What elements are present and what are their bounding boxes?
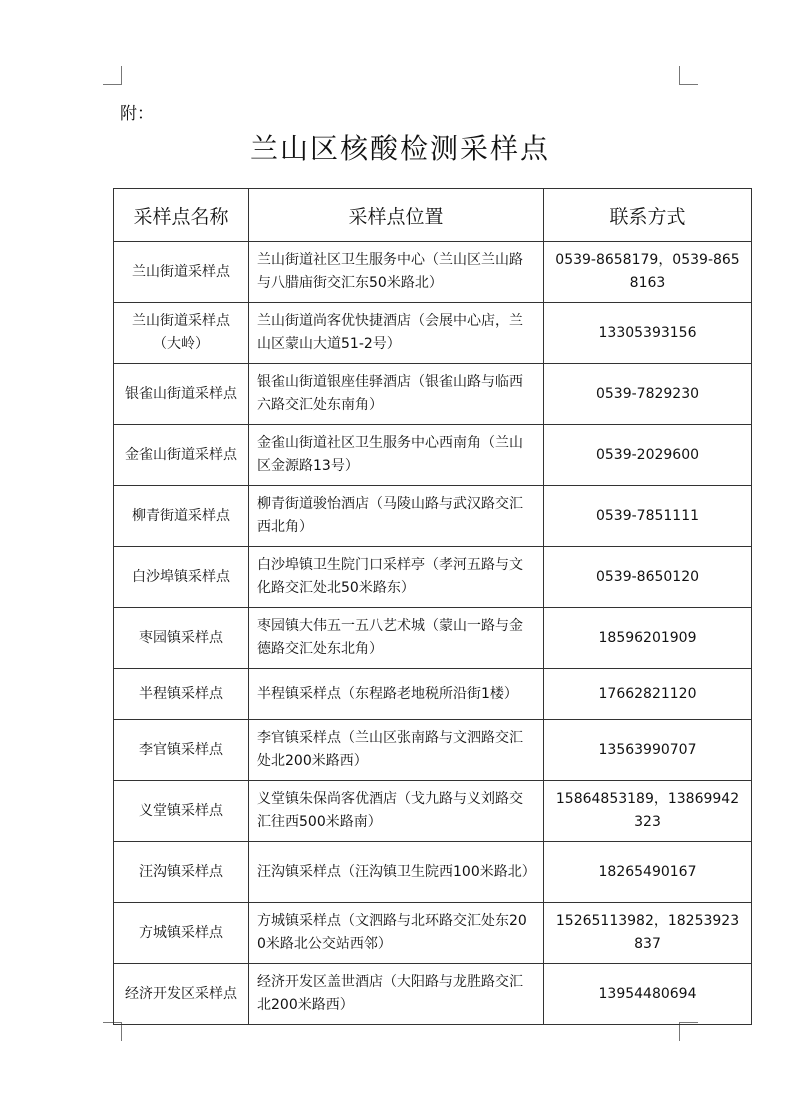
- site-name: 半程镇采样点: [114, 669, 249, 720]
- table-row: [114, 303, 752, 364]
- table-row: [114, 669, 752, 720]
- site-address: 半程镇采样点（东程路老地税所沿街1楼）: [249, 669, 544, 720]
- site-contact: 0539-7829230: [544, 364, 752, 425]
- sampling-sites-table: [113, 188, 752, 1025]
- site-address: 方城镇采样点（文泗路与北环路交汇处东200米路北公交站西邻）: [249, 903, 544, 964]
- site-name: 兰山街道采样点: [114, 242, 249, 303]
- page-title: 兰山区核酸检测采样点: [249, 132, 550, 165]
- site-contact: 15265113982，18253923837: [544, 903, 752, 964]
- table-row: [114, 720, 752, 781]
- site-contact: 13563990707: [544, 720, 752, 781]
- site-address: 银雀山街道银座佳驿酒店（银雀山路与临西六路交汇处东南角）: [249, 364, 544, 425]
- table-row: [114, 486, 752, 547]
- header-contact: 联系方式: [544, 189, 752, 242]
- site-name: 义堂镇采样点: [114, 781, 249, 842]
- table-header-row: [114, 189, 752, 242]
- site-contact: 18265490167: [544, 842, 752, 903]
- site-address: 李官镇采样点（兰山区张南路与文泗路交汇处北200米路西）: [249, 720, 544, 781]
- header-site-name: 采样点名称: [114, 189, 249, 242]
- table-row: [114, 903, 752, 964]
- site-name: 白沙埠镇采样点: [114, 547, 249, 608]
- site-contact: 13954480694: [544, 964, 752, 1025]
- site-name: 汪沟镇采样点: [114, 842, 249, 903]
- table-row: [114, 425, 752, 486]
- table-row: [114, 608, 752, 669]
- site-contact: 18596201909: [544, 608, 752, 669]
- table-row: [114, 964, 752, 1025]
- site-contact: 15864853189，13869942323: [544, 781, 752, 842]
- site-address: 金雀山街道社区卫生服务中心西南角（兰山区金源路13号）: [249, 425, 544, 486]
- site-contact: 0539-7851111: [544, 486, 752, 547]
- site-address: 兰山街道社区卫生服务中心（兰山区兰山路与八腊庙街交汇东50米路北）: [249, 242, 544, 303]
- site-address: 义堂镇朱保尚客优酒店（戈九路与义刘路交汇往西500米路南）: [249, 781, 544, 842]
- table-row: [114, 842, 752, 903]
- site-address: 汪沟镇采样点（汪沟镇卫生院西100米路北）: [249, 842, 544, 903]
- site-name: 经济开发区采样点: [114, 964, 249, 1025]
- site-address: 枣园镇大伟五一五八艺术城（蒙山一路与金德路交汇处东北角）: [249, 608, 544, 669]
- site-contact: 13305393156: [544, 303, 752, 364]
- crop-mark-top-left: [103, 66, 122, 85]
- site-name: 方城镇采样点: [114, 903, 249, 964]
- site-name: 金雀山街道采样点: [114, 425, 249, 486]
- table-row: [114, 547, 752, 608]
- table-row: [114, 364, 752, 425]
- site-address: 经济开发区盖世酒店（大阳路与龙胜路交汇北200米路西）: [249, 964, 544, 1025]
- site-name: 柳青街道采样点: [114, 486, 249, 547]
- site-name: 兰山街道采样点（大岭）: [114, 303, 249, 364]
- site-name: 银雀山街道采样点: [114, 364, 249, 425]
- attachment-label: 附：: [120, 104, 154, 124]
- site-contact: 0539-2029600: [544, 425, 752, 486]
- site-name: 枣园镇采样点: [114, 608, 249, 669]
- site-name: 李官镇采样点: [114, 720, 249, 781]
- site-contact: 0539-8658179，0539-8658163: [544, 242, 752, 303]
- site-contact: 0539-8650120: [544, 547, 752, 608]
- site-address: 柳青街道骏怡酒店（马陵山路与武汉路交汇西北角）: [249, 486, 544, 547]
- crop-mark-top-right: [679, 66, 698, 85]
- header-site-location: 采样点位置: [249, 189, 544, 242]
- site-address: 白沙埠镇卫生院门口采样亭（孝河五路与文化路交汇处北50米路东）: [249, 547, 544, 608]
- table-row: [114, 781, 752, 842]
- site-address: 兰山街道尚客优快捷酒店（会展中心店，兰山区蒙山大道51-2号）: [249, 303, 544, 364]
- site-contact: 17662821120: [544, 669, 752, 720]
- table-row: [114, 242, 752, 303]
